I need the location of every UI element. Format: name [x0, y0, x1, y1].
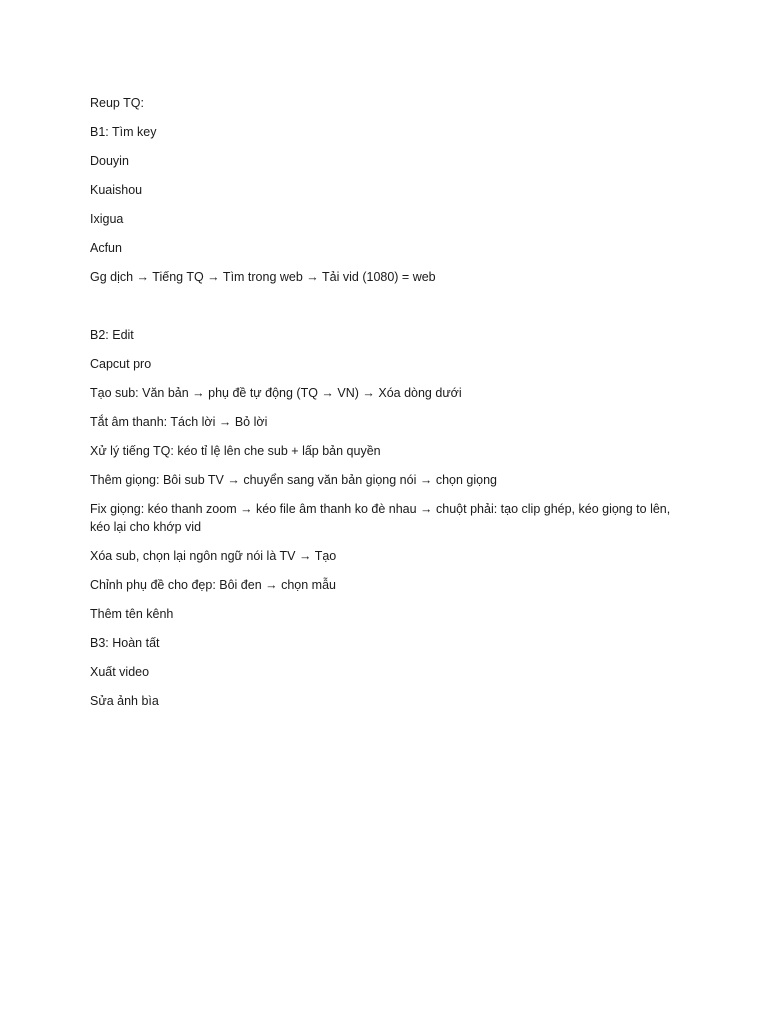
- document-body: [90, 94, 690, 721]
- doc-line-step-3: B3: Hoàn tất: [90, 636, 160, 650]
- doc-line-capcut: Capcut pro: [90, 357, 152, 371]
- doc-line-blank: [90, 297, 690, 315]
- doc-line-chinh-phu-de: Chỉnh phụ đề cho đẹp: Bôi đen → chọn mẫu: [90, 578, 337, 592]
- doc-line-step-2: B2: Edit: [90, 328, 134, 342]
- doc-line-them-ten-kenh: Thêm tên kênh: [90, 607, 174, 621]
- doc-line-ixigua: Ixigua: [90, 212, 124, 226]
- doc-line-gg-dich: Gg dịch → Tiếng TQ → Tìm trong web → Tải vid (1080) = web: [90, 270, 436, 284]
- doc-line-douyin: Douyin: [90, 154, 129, 168]
- doc-line-kuaishou: Kuaishou: [90, 183, 143, 197]
- doc-line-heading: Reup TQ:: [90, 96, 144, 110]
- doc-line-sua-anh-bia: Sửa ảnh bìa: [90, 694, 159, 708]
- doc-line-xu-ly-tieng: Xử lý tiếng TQ: kéo tỉ lệ lên che sub + lấp bản quyền: [90, 444, 381, 458]
- doc-line-xuat-video: Xuất video: [90, 665, 150, 679]
- doc-line-step-1: B1: Tìm key: [90, 125, 157, 139]
- doc-line-tao-sub: Tạo sub: Văn bản → phụ đề tự động (TQ → VN) → Xóa dòng dưới: [90, 386, 462, 400]
- doc-line-fix-giong: Fix giọng: kéo thanh zoom → kéo file âm thanh ko đè nhau → chuột phải: tạo clip ghép, kéo giọng to lên, kéo lại cho khớp vid: [90, 502, 671, 534]
- doc-line-tat-am-thanh: Tắt âm thanh: Tách lời → Bỏ lời: [90, 415, 268, 429]
- doc-line-acfun: Acfun: [90, 241, 122, 255]
- doc-line-them-giong: Thêm giọng: Bôi sub TV → chuyển sang văn bản giọng nói → chọn giọng: [90, 473, 497, 487]
- doc-line-xoa-sub: Xóa sub, chọn lại ngôn ngữ nói là TV → Tạo: [90, 549, 337, 563]
